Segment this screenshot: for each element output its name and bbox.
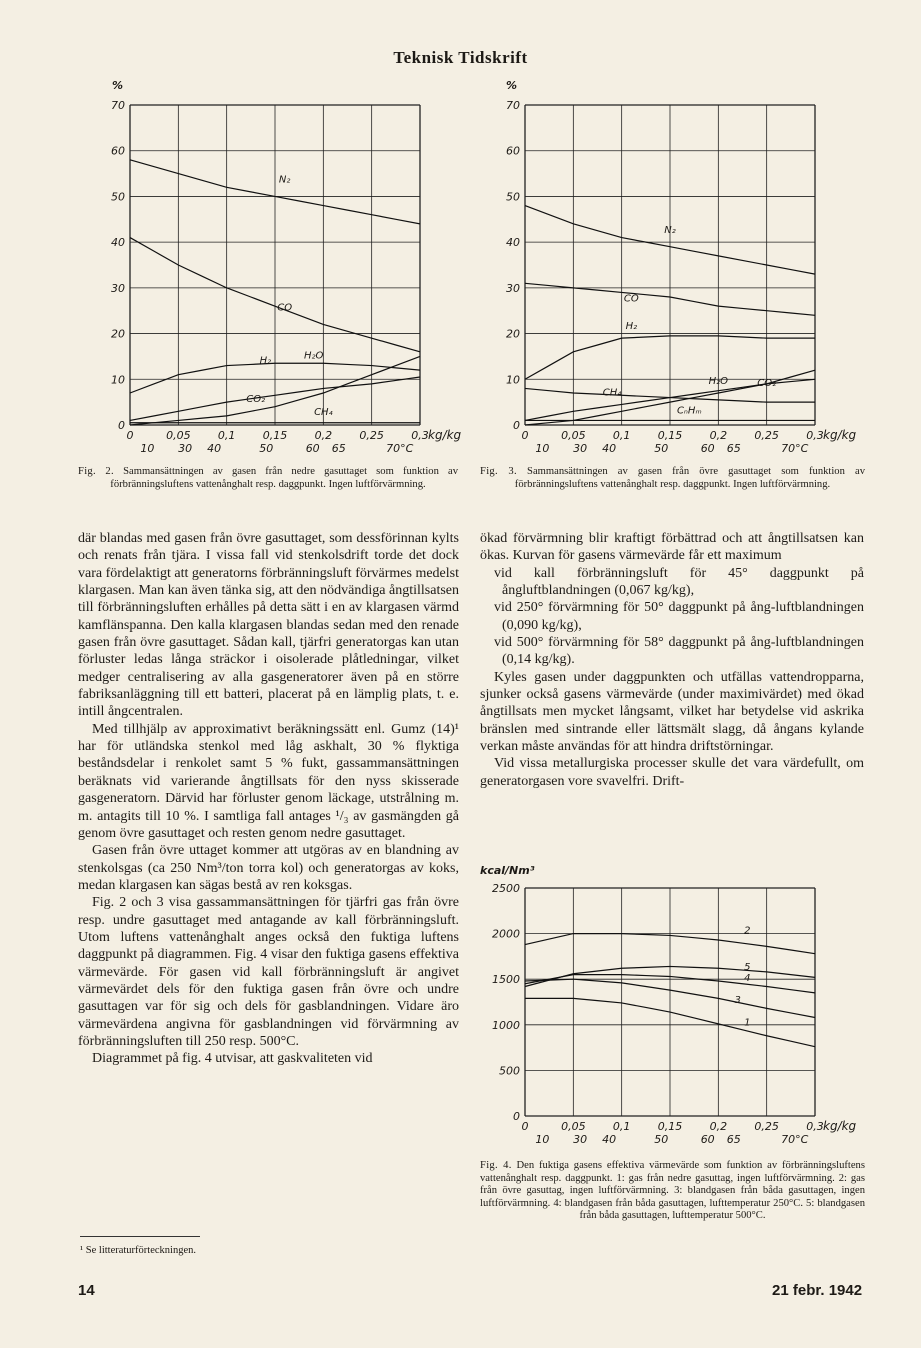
y-tick-label: 50	[506, 190, 520, 204]
figure-3-chart	[470, 75, 860, 460]
series-label: CO₂	[757, 378, 777, 390]
temperature-tick-label: 40	[602, 442, 617, 455]
series-label: H₂	[625, 321, 638, 332]
chart-svg	[80, 75, 470, 460]
chart-svg	[470, 75, 860, 460]
x-tick-label: 0,05	[561, 1120, 586, 1133]
y-tick-label: 20	[111, 327, 125, 341]
left-paragraph: Med tillhjälp av approximativt beräkningssätt enl. Gumz (14)¹ har för utländska stenkol med låg askhalt, 30 % flyktiga beståndsdelar i renkolet samt 5 % fukt, gassammansättningen beräknats vid varierande ångtillsats för den nyss skisserade gasgeneratorn. Därvid har förluster genom läckage, utstrålning m. m. antagits till 10 %. I samtliga fall antages ¹/₃ av gasmängden gå genom övre gasuttaget och resten genom nedre gasuttaget.	[78, 721, 459, 841]
y-tick-label: 0	[118, 419, 125, 432]
y-tick-label: 60	[111, 144, 125, 158]
y-tick-label: 10	[506, 373, 520, 387]
right-list-item: vid 250° förvärmning för 50° daggpunkt på ång-luftblandningen (0,090 kg/kg),	[494, 600, 864, 633]
y-tick-label: 20	[506, 327, 520, 341]
temperature-tick-label: 70°C	[781, 442, 809, 455]
temperature-tick-label: 10	[535, 1133, 550, 1146]
temperature-tick-label: 50	[259, 442, 274, 455]
temperature-tick-label: 10	[535, 442, 550, 455]
series-label: CH₄	[314, 406, 333, 418]
series-label: CO	[623, 293, 639, 305]
x-tick-label: 0,2	[314, 429, 333, 442]
y-tick-label: 0	[513, 1110, 520, 1123]
x-tick-label: 0,15	[657, 1120, 683, 1133]
temperature-tick-label: 30	[573, 442, 588, 455]
y-tick-label: 10	[111, 373, 125, 387]
x-tick-label: 0,25	[359, 429, 384, 442]
temperature-tick-label: 60	[305, 442, 320, 455]
temperature-tick-label: 40	[602, 1133, 617, 1146]
temperature-tick-label: 30	[573, 1133, 588, 1146]
figure-4-label: Fig. 4.	[480, 1160, 512, 1171]
x-tick-label: 0	[521, 429, 529, 442]
x-tick-label: 0,05	[561, 429, 586, 442]
journal-masthead: Teknisk Tidskrift	[393, 48, 528, 67]
y-tick-label: 50	[111, 190, 125, 204]
y-tick-label: 1500	[492, 973, 520, 987]
figure-4-caption	[480, 1160, 865, 1223]
y-axis-unit: %	[112, 79, 124, 92]
left-paragraph: Gasen från övre uttaget kommer att utgöras av en blandning av stenkolsgas (ca 250 Nm³/ton torra kol) och generatorgas av koks, medan klargasen kan sägas bestå av ren koksgas.	[78, 843, 459, 893]
temperature-tick-label: 65	[726, 442, 741, 455]
figure-3-caption	[480, 466, 865, 491]
figure-2-chart	[80, 75, 470, 460]
x-tick-label: 0,1	[612, 429, 631, 442]
temperature-tick-label: 10	[140, 442, 155, 455]
y-tick-label: 500	[499, 1064, 520, 1078]
x-tick-label: 0,2	[709, 1120, 728, 1133]
figure-3-label: Fig. 3.	[480, 466, 517, 477]
x-tick-label: 0,15	[262, 429, 288, 442]
series-label: CO₂	[246, 394, 266, 406]
figure-2-caption	[78, 466, 458, 491]
temperature-tick-label: 65	[331, 442, 346, 455]
right-list-item: vid 500° förvärmning för 58° daggpunkt på ång-luftblandningen (0,14 kg/kg).	[494, 635, 864, 668]
temperature-tick-label: 65	[726, 1133, 741, 1146]
series-label: 2	[744, 925, 751, 937]
y-tick-label: 30	[506, 281, 520, 295]
left-text-column	[78, 530, 459, 1068]
x-axis-unit: kg/kg	[823, 1119, 857, 1133]
y-tick-label: 2000	[492, 927, 520, 941]
x-tick-label: 0,3	[411, 429, 429, 442]
x-tick-label: 0,2	[709, 429, 728, 442]
chart-svg	[480, 858, 870, 1148]
temperature-tick-label: 60	[700, 442, 715, 455]
temperature-tick-label: 70°C	[781, 1133, 809, 1146]
left-paragraph: Fig. 2 och 3 visa gassammansättningen för tjärfri gas från övre resp. undre gasuttaget med antagande av kall förbränningsluft. Utom luftens vattenånghalt anges också den fuktiga luftens daggpunkt på diagrammen. Fig. 4 visar den fuktiga gasens effektiva värmevärde. För gasen vid kall förbränningsluft är angivet värmevärdet dels för den fuktiga gasen från övre och undre gasuttagen var för sig och dels för gasblandningen. Vidare äro värmevärdena angivna för gasblandningen vid förvärmning av förbränningsluften till 250 resp. 500°C.	[78, 895, 459, 1049]
temperature-tick-label: 40	[207, 442, 222, 455]
right-list-item: vid kall förbränningsluft för 45° daggpunkt på ångluftblandningen (0,067 kg/kg),	[494, 565, 864, 599]
series-label: N₂	[278, 174, 291, 186]
y-tick-label: 60	[506, 144, 520, 158]
series-label: 3	[734, 994, 741, 1006]
temperature-tick-label: 50	[654, 442, 669, 455]
x-axis-unit: kg/kg	[823, 428, 857, 442]
figure-3-caption-text: Sammansättningen av gasen från övre gasuttaget som funktion av förbränningsluftens vattenånghalt resp. daggpunkt. Ingen luftförvärmning.	[514, 466, 865, 490]
series-label: N₂	[664, 225, 676, 236]
x-tick-label: 0,25	[754, 429, 779, 442]
y-tick-label: 40	[111, 236, 125, 250]
temperature-tick-label: 60	[700, 1133, 715, 1146]
series-label: CₙHₘ	[676, 405, 702, 417]
series-label: CH₄	[602, 387, 622, 399]
series-label: 1	[744, 1017, 751, 1029]
series-label: 5	[744, 962, 751, 974]
figure-2-caption-text: Sammansättningen av gasen från nedre gasuttaget som funktion av förbränningsluftens vattenånghalt resp. daggpunkt. Ingen luftförvärmning.	[110, 466, 458, 490]
series-label: 4	[744, 973, 751, 985]
left-paragraph: Diagrammet på fig. 4 utvisar, att gaskvaliteten vid	[92, 1051, 373, 1067]
right-paragraph: ökad förvärmning blir kraftigt förbättrad och att ångtillsatsen kan ökas. Kurvan för gasens värmevärde får ett maximum	[480, 531, 864, 564]
y-tick-label: 70	[506, 99, 520, 112]
x-tick-label: 0,15	[657, 429, 683, 442]
x-tick-label: 0,05	[166, 429, 191, 442]
series-label: H₂	[259, 355, 272, 367]
y-tick-label: 0	[513, 419, 520, 432]
x-tick-label: 0,1	[217, 429, 236, 442]
x-tick-label: 0,1	[612, 1120, 631, 1133]
temperature-tick-label: 50	[654, 1133, 669, 1146]
right-paragraph: Kyles gasen under daggpunkten och utfällas vattendropparna, sjunker också gasens värmevärde (under maximivärdet) med ökad ångtillsats men mycket långsamt, vilket har betydelse vid askrika bränslen med sintrande eller lättsmält slagg, då ångans kylande verkan måste användas för att hindra driftstörningar.	[480, 669, 864, 755]
y-tick-label: 1000	[492, 1018, 520, 1032]
footnote-rule	[80, 1236, 200, 1237]
y-tick-label: 30	[111, 281, 125, 295]
x-tick-label: 0,25	[754, 1120, 779, 1133]
right-paragraph: Vid vissa metallurgiska processer skulle det vara värdefullt, om generatorgasen vore svavelfri. Drift-	[480, 756, 864, 789]
y-tick-label: 2500	[492, 882, 520, 895]
x-tick-label: 0	[521, 1120, 529, 1133]
x-tick-label: 0,3	[806, 429, 824, 442]
footnote: ¹ Se litteraturförteckningen.	[80, 1245, 196, 1256]
issue-date: 21 febr. 1942	[772, 1282, 863, 1299]
series-label: CO	[277, 302, 293, 314]
right-text-column	[480, 530, 864, 790]
y-tick-label: 40	[506, 236, 520, 250]
x-axis-unit: kg/kg	[428, 428, 462, 442]
figure-2-label: Fig. 2.	[78, 466, 114, 477]
x-tick-label: 0	[126, 429, 134, 442]
y-tick-label: 70	[111, 99, 125, 112]
y-axis-unit: kcal/Nm³	[480, 864, 535, 877]
temperature-tick-label: 30	[178, 442, 193, 455]
temperature-tick-label: 70°C	[386, 442, 414, 455]
page-number: 14	[78, 1282, 95, 1299]
left-paragraph: där blandas med gasen från övre gasuttaget, som dessförinnan kylts och renats från tjära. I vissa fall vid stenkolsdrift torde det dock vara fördelaktigt att generatorns förbränningsluft förvärmes medelst klargasen. Man kan även tänka sig, att den nödvändiga ångtillsatsen till förbränningsluften erhålles på detta sätt i en av klargasen värmd kamflänspanna. Den kalla klargasen blandas sedan med den renade gasen från övre gasuttaget. Sådan kall, tjärfri generatorgas kan utan förluster ledas långa sträckor i oisolerade plåtledningar, vilket medger centralisering av alla gasgeneratorer även på en större fabriksanläggning till ett batteri, placerat på en lämplig plats, t. e. intill ångcentralen.	[78, 531, 459, 720]
y-axis-unit: %	[506, 79, 518, 92]
figure-4-chart	[480, 858, 870, 1148]
series-label: H₂O	[708, 375, 729, 387]
series-label: H₂O	[303, 350, 324, 362]
figure-4-caption-text: Den fuktiga gasens effektiva värmevärde som funktion av förbränningsluftens vattenånghalt resp. daggpunkt. 1: gas från nedre gasuttag, ingen luftförvärmning. 2: gas från övre gasuttag, ingen luftförvärmning. 3: blandgasen från båda gasuttagen, ingen luftförvärmning. 4: blandgasen från båda gasuttagen, lufttemperatur 250°C. 5: blandgasen från båda gasuttagen, lufttemperatur 500°C.	[480, 1160, 865, 1221]
x-tick-label: 0,3	[806, 1120, 824, 1133]
